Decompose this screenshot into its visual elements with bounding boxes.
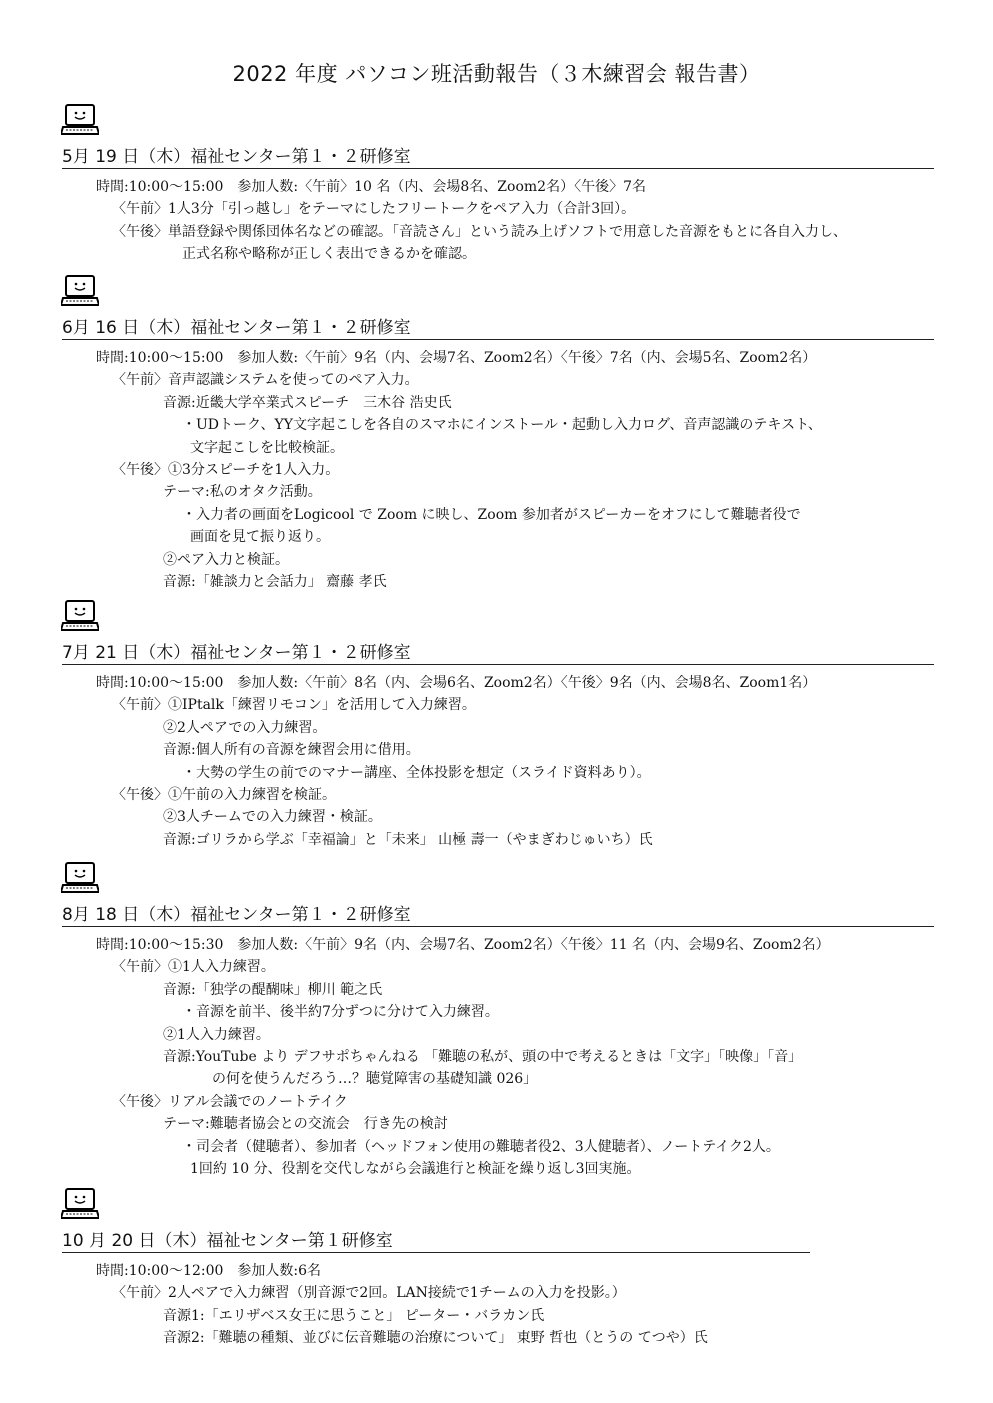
- computer-icon: [61, 862, 99, 894]
- session-detail-line: 音源:「雑談力と会話力」 齋藤 孝氏: [163, 574, 387, 590]
- session-detail-line: 〈午後〉①午前の入力練習を検証。: [112, 787, 336, 803]
- session-detail-line: ②1人入力練習。: [163, 1026, 270, 1043]
- section-heading: 5月 19 日（木）福祉センター第１・２研修室: [62, 146, 934, 169]
- session-detail-line: ②2人ペアでの入力練習。: [163, 719, 327, 736]
- computer-icon: [61, 275, 99, 307]
- session-detail-line: ・UDトーク、YY文字起こしを各自のスマホにインストール・起動し入力ログ、音声認識のテキスト、: [182, 417, 822, 434]
- session-detail-line: 音源:ゴリラから学ぶ「幸福論」と「未来」 山極 壽一（やまぎわじゅいち）氏: [163, 831, 653, 848]
- session-time-attendance: 時間:10:00～15:00 参加人数:〈午前〉8名（内、会場6名、Zoom2名）〈午後〉9名（内、会場8名、Zoom1名）: [96, 675, 817, 691]
- session-detail-line: 〈午前〉①IPtalk「練習リモコン」を活用して入力練習。: [112, 697, 476, 714]
- computer-icon: [61, 600, 99, 632]
- session-detail-line: 〈午後〉①3分スピーチを1人入力。: [112, 462, 340, 478]
- session-detail-line: 画面を見て振り返り。: [190, 529, 330, 546]
- session-detail-line: 〈午後〉単語登録や関係団体名などの確認。「音読さん」という読み上げソフトで用意した音源をもとに各自入力し、: [112, 223, 847, 240]
- session-detail-line: 音源1:「エリザベス女王に思うこと」 ピーター・バラカン氏: [163, 1307, 545, 1324]
- session-detail-line: 〈午前〉2人ペアで入力練習（別音源で2回。LAN接続で1チームの入力を投影。）: [112, 1285, 626, 1302]
- page-title: 2022 年度 パソコン班活動報告（３木練習会 報告書）: [232, 62, 761, 86]
- section-heading: 10 月 20 日（木）福祉センター第１研修室: [62, 1230, 810, 1253]
- session-detail-line: テーマ:難聴者協会との交流会 行き先の検討: [163, 1116, 448, 1133]
- session-detail-line: 音源:「独学の醍醐味」柳川 範之氏: [163, 981, 383, 998]
- section-heading: 6月 16 日（木）福祉センター第１・２研修室: [62, 317, 934, 340]
- session-detail-line: 〈午前〉1人3分「引っ越し」をテーマにしたフリートークをペア入力（合計3回）。: [112, 201, 636, 218]
- session-time-attendance: 時間:10:00～15:00 参加人数:〈午前〉9名（内、会場7名、Zoom2名）〈午後〉7名（内、会場5名、Zoom2名）: [96, 350, 817, 366]
- session-time-attendance: 時間:10:00～15:00 参加人数:〈午前〉10 名（内、会場8名、Zoom2名）〈午後〉7名: [96, 179, 646, 195]
- session-detail-line: 〈午前〉①1人入力練習。: [112, 959, 275, 976]
- session-detail-line: 音源:YouTube より デフサポちゃんねる 「難聴の私が、頭の中で考えるときは「文字」「映像」「音」: [163, 1049, 803, 1065]
- session-detail-line: テーマ:私のオタク活動。: [163, 484, 322, 501]
- session-detail-line: 音源:個人所有の音源を練習会用に借用。: [163, 742, 420, 759]
- session-detail-line: 〈午前〉音声認識システムを使ってのペア入力。: [112, 372, 419, 389]
- section-heading: 8月 18 日（木）福祉センター第１・２研修室: [62, 904, 934, 927]
- session-detail-line: 音源:近畿大学卒業式スピーチ 三木谷 浩史氏: [163, 394, 452, 411]
- session-detail-line: ・音源を前半、後半約7分ずつに分けて入力練習。: [182, 1004, 499, 1021]
- session-detail-line: 正式名称や略称が正しく表出できるかを確認。: [182, 246, 476, 263]
- session-detail-line: ②ペア入力と検証。: [163, 551, 289, 568]
- session-detail-line: 文字起こしを比較検証。: [190, 439, 344, 456]
- session-time-attendance: 時間:10:00～15:30 参加人数:〈午前〉9名（内、会場7名、Zoom2名）〈午後〉11 名（内、会場9名、Zoom2名）: [96, 937, 830, 953]
- session-detail-line: ②3人チームでの入力練習・検証。: [163, 809, 382, 826]
- session-detail-line: の何を使うんだろう…？聴覚障害の基礎知識 026」: [212, 1071, 538, 1088]
- session-detail-line: ・入力者の画面をLogicool で Zoom に映し、Zoom 参加者がスピーカーをオフにして難聴者役で: [182, 506, 801, 523]
- session-detail-line: ・司会者（健聴者）、参加者（ヘッドフォン使用の難聴者役2、3人健聴者）、ノートテイク2人。: [182, 1138, 780, 1155]
- session-detail-line: 1回約 10 分、役割を交代しながら会議進行と検証を繰り返し3回実施。: [190, 1161, 641, 1177]
- session-time-attendance: 時間:10:00～12:00 参加人数:6名: [96, 1263, 322, 1279]
- section-heading: 7月 21 日（木）福祉センター第１・２研修室: [62, 642, 934, 665]
- computer-icon: [61, 1188, 99, 1220]
- session-detail-line: 〈午後〉リアル会議でのノートテイク: [112, 1093, 348, 1110]
- session-detail-line: ・大勢の学生の前でのマナー講座、全体投影を想定（スライド資料あり）。: [182, 764, 651, 781]
- computer-icon: [61, 104, 99, 136]
- session-detail-line: 音源2:「難聴の種類、並びに伝音難聴の治療について」 東野 哲也（とうの てつや）氏: [163, 1330, 708, 1347]
